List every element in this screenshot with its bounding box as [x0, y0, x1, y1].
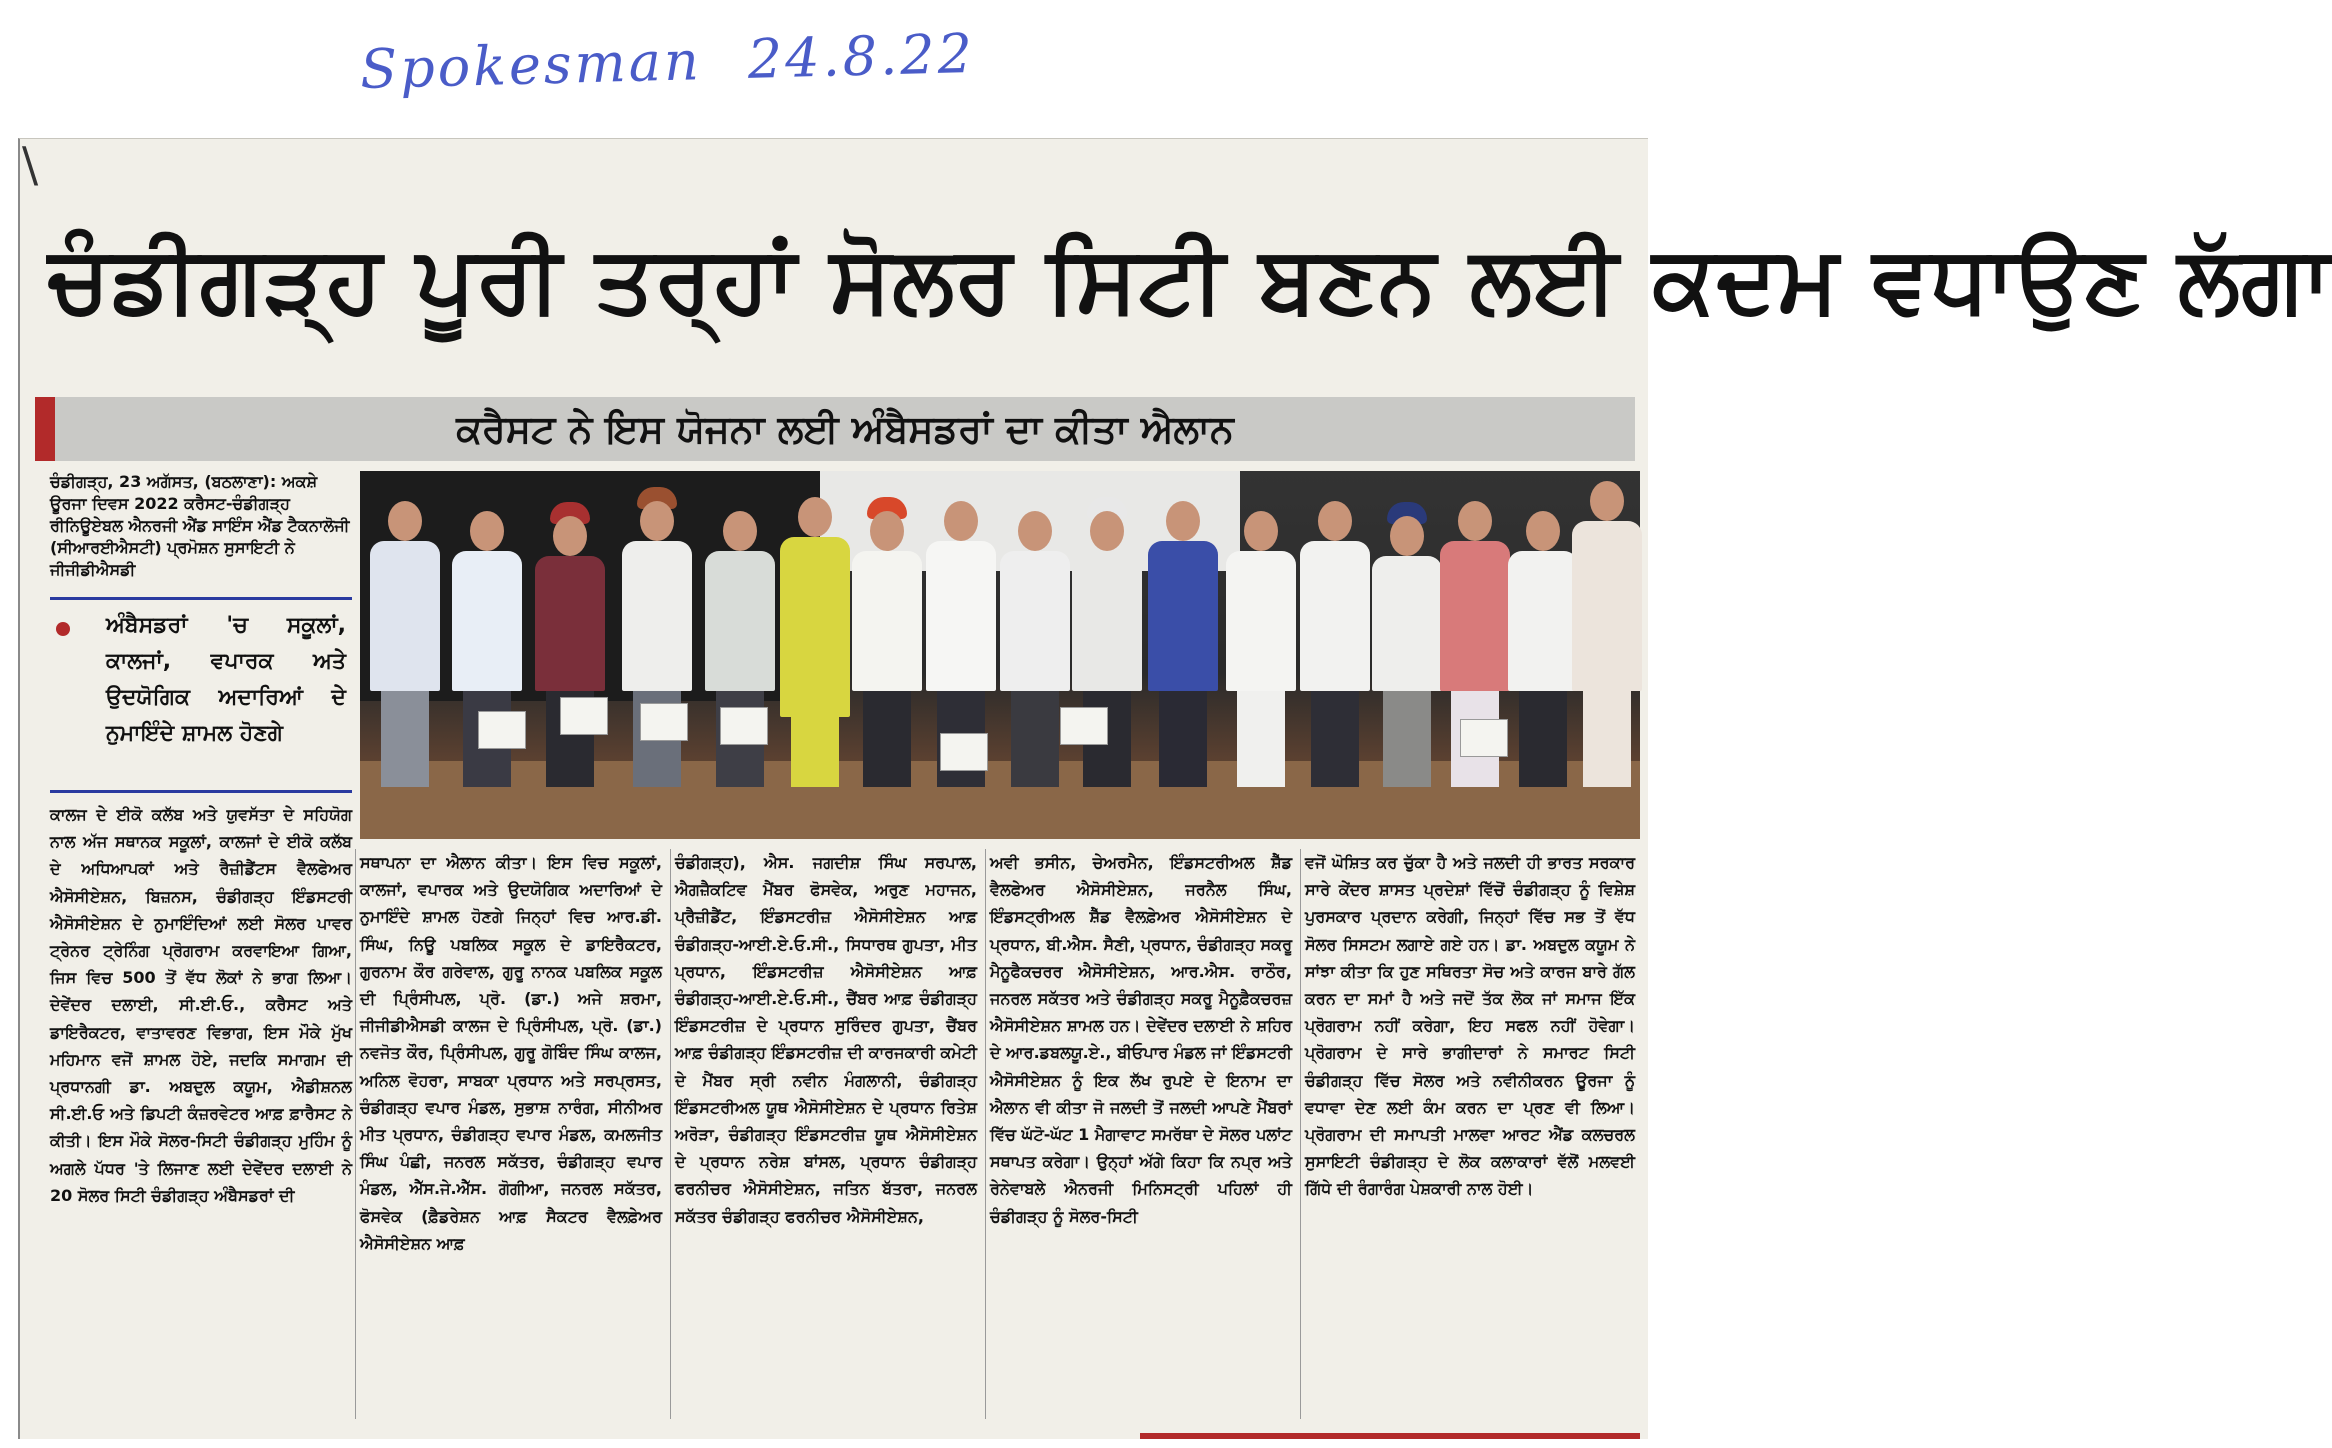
- certificate: [560, 697, 608, 735]
- column-divider: [985, 849, 986, 1419]
- newspaper-clipping: [18, 137, 2332, 1439]
- certificate: [1060, 707, 1108, 745]
- column-divider: [355, 849, 356, 1419]
- next-article-strip: [1140, 1433, 1640, 1439]
- column-divider: [1300, 849, 1301, 1419]
- person-figure: [705, 511, 775, 787]
- source-name: Spokesman: [359, 29, 703, 102]
- pull-quote-text: ਅੰਬੈਸਡਰਾਂ 'ਚ ਸਕੂਲਾਂ, ਕਾਲਜਾਂ, ਵਪਾਰਕ ਅਤੇ ਉਦਯੋਗਿਕ ਅਦਾਰਿਆਂ ਦੇ ਨੁਮਾਇੰਦੇ ਸ਼ਾਮਲ ਹੋਣਗੇ: [106, 613, 346, 746]
- person-figure: [1372, 502, 1442, 787]
- person-figure: [1508, 511, 1578, 787]
- certificate: [940, 733, 988, 771]
- dateline: ਚੰਡੀਗੜ੍ਹ, 23 ਅਗੱਸਤ, (ਬਠਲਾਣਾ):: [50, 472, 277, 491]
- person-figure: [1300, 501, 1370, 787]
- corner-mark: \: [22, 137, 39, 193]
- headline: ਚੰਡੀਗੜ੍ਹ ਪੂਰੀ ਤਰ੍ਹਾਂ ਸੋਲਰ ਸਿਟੀ ਬਣਨ ਲਈ ਕਦਮ ਵਧਾਉਣ ਲੱਗਾ: [48, 226, 2332, 333]
- subheadline: ਕਰੈਸਟ ਨੇ ਇਸ ਯੋਜਨਾ ਲਈ ਅੰਬੈਸਡਰਾਂ ਦਾ ਕੀਤਾ ਐਲਾਨ: [456, 407, 1234, 451]
- person-figure: [370, 501, 440, 787]
- certificate: [640, 703, 688, 741]
- article-column-5: ਵਜੋਂ ਘੋਸ਼ਿਤ ਕਰ ਚੁੱਕਾ ਹੈ ਅਤੇ ਜਲਦੀ ਹੀ ਭਾਰਤ ਸਰਕਾਰ ਸਾਰੇ ਕੇਂਦਰ ਸ਼ਾਸਤ ਪ੍ਰਦੇਸ਼ਾਂ ਵਿੱਚੋਂ ਚੰਡੀਗੜ੍ਹ ਨੂੰ ਵਿਸ਼ੇਸ਼ ਪੁਰਸਕਾਰ ਪ੍ਰਦਾਨ ਕਰੇਗੀ, ਜਿਨ੍ਹਾਂ ਵਿੱਚ ਸਭ ਤੋਂ ਵੱਧ ਸੋਲਰ ਸਿਸਟਮ ਲਗਾਏ ਗਏ ਹਨ। ਡਾ. ਅਬਦੁਲ ਕਯੂਮ ਨੇ ਸਾਂਝਾ ਕੀਤਾ ਕਿ ਹੁਣ ਸਥਿਰਤਾ ਸੋਚ ਅਤੇ ਕਾਰਜ ਬਾਰੇ ਗੱਲ ਕਰਨ ਦਾ ਸਮਾਂ ਹੈ ਅਤੇ ਜਦੋਂ ਤੱਕ ਲੋਕ ਜਾਂ ਸਮਾਜ ਇੱਕ ਪ੍ਰੋਗਰਾਮ ਨਹੀਂ ਕਰੇਗਾ, ਇਹ ਸਫਲ ਨਹੀਂ ਹੋਵੇਗਾ। ਪ੍ਰੋਗਰਾਮ ਦੇ ਸਾਰੇ ਭਾਗੀਦਾਰਾਂ ਨੇ ਸਮਾਰਟ ਸਿਟੀ ਚੰਡੀਗੜ੍ਹ ਵਿੱਚ ਸੋਲਰ ਅਤੇ ਨਵੀਨੀਕਰਨ ਊਰਜਾ ਨੂੰ ਵਧਾਵਾ ਦੇਣ ਲਈ ਕੰਮ ਕਰਨ ਦਾ ਪ੍ਰਣ ਵੀ ਲਿਆ। ਪ੍ਰੋਗਰਾਮ ਦੀ ਸਮਾਪਤੀ ਮਾਲਵਾ ਆਰਟ ਐਂਡ ਕਲਚਰਲ ਸੁਸਾਇਟੀ ਚੰਡੀਗੜ੍ਹ ਦੇ ਲੋਕ ਕਲਾਕਾਰਾਂ ਵੱਲੋਂ ਮਲਵਈ ਗਿੱਧੇ ਦੀ ਰੰਗਾਰੰਗ ਪੇਸ਼ਕਾਰੀ ਨਾਲ ਹੋਈ।: [1305, 853, 1635, 1199]
- article-column-3: ਚੰਡੀਗੜ੍ਹ), ਐਸ. ਜਗਦੀਸ਼ ਸਿੰਘ ਸਰਪਾਲ, ਐਗਜ਼ੈਕਟਿਵ ਮੈਂਬਰ ਫੋਸਵੇਕ, ਅਰੁਣ ਮਹਾਜਨ, ਪ੍ਰੈਜ਼ੀਡੈਂਟ, ਇੰਡਸਟਰੀਜ਼ ਐਸੋਸੀਏਸ਼ਨ ਆਫ਼ ਚੰਡੀਗੜ੍ਹ-ਆਈ.ਏ.ਓ.ਸੀ., ਸਿਧਾਰਥ ਗੁਪਤਾ, ਮੀਤ ਪ੍ਰਧਾਨ, ਇੰਡਸਟਰੀਜ਼ ਐਸੋਸੀਏਸ਼ਨ ਆਫ਼ ਚੰਡੀਗੜ੍ਹ-ਆਈ.ਏ.ਓ.ਸੀ., ਚੈਂਬਰ ਆਫ਼ ਚੰਡੀਗੜ੍ਹ ਇੰਡਸਟਰੀਜ਼ ਦੇ ਪ੍ਰਧਾਨ ਸੁਰਿੰਦਰ ਗੁਪਤਾ, ਚੈਂਬਰ ਆਫ਼ ਚੰਡੀਗੜ੍ਹ ਇੰਡਸਟਰੀਜ਼ ਦੀ ਕਾਰਜਕਾਰੀ ਕਮੇਟੀ ਦੇ ਮੈਂਬਰ ਸ੍ਰੀ ਨਵੀਨ ਮੰਗਲਾਨੀ, ਚੰਡੀਗੜ੍ਹ ਇੰਡਸਟਰੀਅਲ ਯੂਥ ਐਸੋਸੀਏਸ਼ਨ ਦੇ ਪ੍ਰਧਾਨ ਰਿਤੇਸ਼ ਅਰੋੜਾ, ਚੰਡੀਗੜ੍ਹ ਇੰਡਸਟਰੀਜ਼ ਯੂਥ ਐਸੋਸੀਏਸ਼ਨ ਦੇ ਪ੍ਰਧਾਨ ਨਰੇਸ਼ ਬਾਂਸਲ, ਪ੍ਰਧਾਨ ਚੰਡੀਗੜ੍ਹ ਫਰਨੀਚਰ ਐਸੋਸੀਏਸ਼ਨ, ਜਤਿਨ ਬੱਤਰਾ, ਜਨਰਲ ਸਕੱਤਰ ਚੰਡੀਗੜ੍ਹ ਫਰਨੀਚਰ ਐਸੋਸੀਏਸ਼ਨ,: [675, 853, 977, 1226]
- certificate: [1460, 719, 1508, 757]
- article-column-4: ਅਵੀ ਭਸੀਨ, ਚੇਅਰਮੈਨ, ਇੰਡਸਟਰੀਅਲ ਸ਼ੈੱਡ ਵੈਲਫੇਅਰ ਐਸੋਸੀਏਸ਼ਨ, ਜਰਨੈਲ ਸਿੰਘ, ਇੰਡਸਟ੍ਰੀਅਲ ਸ਼ੈੱਡ ਵੈਲਫ਼ੇਅਰ ਐਸੋਸੀਏਸ਼ਨ ਦੇ ਪ੍ਰਧਾਨ, ਬੀ.ਐਸ. ਸੈਣੀ, ਪ੍ਰਧਾਨ, ਚੰਡੀਗੜ੍ਹ ਸਕਰੂ ਮੈਨੂਫੈਕਚਰਰ ਐਸੋਸੀਏਸ਼ਨ, ਆਰ.ਐਸ. ਰਾਠੌਰ, ਜਨਰਲ ਸਕੱਤਰ ਅਤੇ ਚੰਡੀਗੜ੍ਹ ਸਕਰੂ ਮੈਨੂਫ਼ੈਕਚਰਜ਼ ਐਸੋਸੀਏਸ਼ਨ ਸ਼ਾਮਲ ਹਨ। ਦੇਵੇਂਦਰ ਦਲਾਈ ਨੇ ਸ਼ਹਿਰ ਦੇ ਆਰ.ਡਬਲਯੂ.ਏ., ਬੀਓਪਾਰ ਮੰਡਲ ਜਾਂ ਇੰਡਸਟਰੀ ਐਸੋਸੀਏਸ਼ਨ ਨੂੰ ਇਕ ਲੱਖ ਰੁਪਏ ਦੇ ਇਨਾਮ ਦਾ ਐਲਾਨ ਵੀ ਕੀਤਾ ਜੋ ਜਲਦੀ ਤੋਂ ਜਲਦੀ ਆਪਣੇ ਮੈਂਬਰਾਂ ਵਿੱਚ ਘੱਟੋ-ਘੱਟ 1 ਮੈਗਾਵਾਟ ਸਮਰੱਥਾ ਦੇ ਸੋਲਰ ਪਲਾਂਟ ਸਥਾਪਤ ਕਰੇਗਾ। ਉਨ੍ਹਾਂ ਅੱਗੇ ਕਿਹਾ ਕਿ ਨਪ੍ਰ ਅਤੇ ਰੇਨੇਵਾਬਲੇ ਐਨਰਜੀ ਮਿਨਿਸਟ੍ਰੀ ਪਹਿਲਾਂ ਹੀ ਚੰਡੀਗੜ੍ਹ ਨੂੰ ਸੋਲਰ-ਸਿਟੀ: [990, 853, 1292, 1226]
- pull-quote: [50, 597, 352, 793]
- bullet-icon: [56, 622, 70, 636]
- subheadline-bar: [35, 397, 1635, 461]
- person-figure: [1226, 511, 1296, 787]
- handwritten-source-date: [359, 22, 975, 101]
- person-figure: [622, 487, 692, 787]
- person-figure: [1000, 511, 1070, 787]
- article-column-1: ਕਾਲਜ ਦੇ ਈਕੋ ਕਲੱਬ ਅਤੇ ਯੁਵਸੱਤਾ ਦੇ ਸਹਿਯੋਗ ਨਾਲ ਅੱਜ ਸਥਾਨਕ ਸਕੂਲਾਂ, ਕਾਲਜਾਂ ਦੇ ਈਕੋ ਕਲੱਬ ਦੇ ਅਧਿਆਪਕਾਂ ਅਤੇ ਰੈਜ਼ੀਡੈਂਟਸ ਵੈਲਫੇਅਰ ਐਸੋਸੀਏਸ਼ਨ, ਬਿਜ਼ਨਸ, ਚੰਡੀਗੜ੍ਹ ਇੰਡਸਟਰੀ ਐਸੋਸੀਏਸ਼ਨ ਦੇ ਨੁਮਾਇੰਦਿਆਂ ਲਈ ਸੋਲਰ ਪਾਵਰ ਟ੍ਰੇਨਰ ਟ੍ਰੇਨਿੰਗ ਪ੍ਰੋਗਰਾਮ ਕਰਵਾਇਆ ਗਿਆ, ਜਿਸ ਵਿਚ 500 ਤੋਂ ਵੱਧ ਲੋਕਾਂ ਨੇ ਭਾਗ ਲਿਆ। ਦੇਵੇਂਦਰ ਦਲਾਈ, ਸੀ.ਈ.ਓ., ਕਰੈਸਟ ਅਤੇ ਡਾਇਰੈਕਟਰ, ਵਾਤਾਵਰਣ ਵਿਭਾਗ, ਇਸ ਮੌਕੇ ਮੁੱਖ ਮਹਿਮਾਨ ਵਜੋਂ ਸ਼ਾਮਲ ਹੋਏ, ਜਦਕਿ ਸਮਾਗਮ ਦੀ ਪ੍ਰਧਾਨਗੀ ਡਾ. ਅਬਦੁਲ ਕਯੂਮ, ਐਡੀਸ਼ਨਲ ਸੀ.ਈ.ਓ ਅਤੇ ਡਿਪਟੀ ਕੰਜ਼ਰਵੇਟਰ ਆਫ਼ ਫ਼ਾਰੈਸਟ ਨੇ ਕੀਤੀ। ਇਸ ਮੌਕੇ ਸੋਲਰ-ਸਿਟੀ ਚੰਡੀਗੜ੍ਹ ਮੁਹਿੰਮ ਨੂੰ ਅਗਲੇ ਪੱਧਰ 'ਤੇ ਲਿਜਾਣ ਲਈ ਦੇਵੇਂਦਰ ਦਲਾਈ ਨੇ 20 ਸੋਲਰ ਸਿਟੀ ਚੰਡੀਗੜ੍ਹ ਅੰਬੈਸਡਰਾਂ ਦੀ: [50, 805, 352, 1205]
- certificate: [478, 711, 526, 749]
- column-divider: [670, 849, 671, 1419]
- person-figure: [535, 502, 605, 787]
- lead-text: ਅਕਸ਼ੇ ਊਰਜਾ ਦਿਵਸ 2022 ਕਰੈਸਟ-ਚੰਡੀਗੜ੍ਹ ਰੀਨਿਊਏਬਲ ਐਨਰਜੀ ਐਂਡ ਸਾਇੰਸ ਐਂਡ ਟੈਕਨਾਲੋਜੀ (ਸੀਆਰਈਐਸਟੀ) ਪ੍ਰਮੋਸ਼ਨ ਸੁਸਾਇਟੀ ਨੇ ਜੀਜੀਡੀਐਸਡੀ: [50, 472, 350, 579]
- article-column-2: ਸਥਾਪਨਾ ਦਾ ਐਲਾਨ ਕੀਤਾ। ਇਸ ਵਿਚ ਸਕੂਲਾਂ, ਕਾਲਜਾਂ, ਵਪਾਰਕ ਅਤੇ ਉਦਯੋਗਿਕ ਅਦਾਰਿਆਂ ਦੇ ਨੁਮਾਇੰਦੇ ਸ਼ਾਮਲ ਹੋਣਗੇ ਜਿਨ੍ਹਾਂ ਵਿਚ ਆਰ.ਡੀ. ਸਿੰਘ, ਨਿਊ ਪਬਲਿਕ ਸਕੂਲ ਦੇ ਡਾਇਰੈਕਟਰ, ਗੁਰਨਾਮ ਕੌਰ ਗਰੇਵਾਲ, ਗੁਰੂ ਨਾਨਕ ਪਬਲਿਕ ਸਕੂਲ ਦੀ ਪ੍ਰਿੰਸੀਪਲ, ਪ੍ਰੋ. (ਡਾ.) ਅਜੇ ਸ਼ਰਮਾ, ਜੀਜੀਡੀਐਸਡੀ ਕਾਲਜ ਦੇ ਪ੍ਰਿੰਸੀਪਲ, ਪ੍ਰੋ. (ਡਾ.) ਨਵਜੋਤ ਕੌਰ, ਪ੍ਰਿੰਸੀਪਲ, ਗੁਰੂ ਗੋਬਿੰਦ ਸਿੰਘ ਕਾਲਜ, ਅਨਿਲ ਵੋਹਰਾ, ਸਾਬਕਾ ਪ੍ਰਧਾਨ ਅਤੇ ਸਰਪ੍ਰਸਤ, ਚੰਡੀਗੜ੍ਹ ਵਪਾਰ ਮੰਡਲ, ਸੁਭਾਸ਼ ਨਾਰੰਗ, ਸੀਨੀਅਰ ਮੀਤ ਪ੍ਰਧਾਨ, ਚੰਡੀਗੜ੍ਹ ਵਪਾਰ ਮੰਡਲ, ਕਮਲਜੀਤ ਸਿੰਘ ਪੰਛੀ, ਜਨਰਲ ਸਕੱਤਰ, ਚੰਡੀਗੜ੍ਹ ਵਪਾਰ ਮੰਡਲ, ਐੱਸ.ਜੇ.ਐੱਸ. ਗੋਗੀਆ, ਜਨਰਲ ਸਕੱਤਰ, ਫੋਸਵੇਕ (ਫ਼ੈਡਰੇਸ਼ਨ ਆਫ਼ ਸੈਕਟਰ ਵੈਲਫ਼ੇਅਰ ਐਸੋਸੀਏਸ਼ਨ ਆਫ਼: [360, 853, 662, 1253]
- person-figure: [1572, 481, 1642, 787]
- subheadline-accent: [35, 397, 55, 461]
- person-figure: [852, 497, 922, 787]
- source-date: 24.8.22: [746, 21, 976, 91]
- lead-paragraph: [50, 471, 352, 581]
- event-photo: [360, 471, 1640, 839]
- certificate: [720, 707, 768, 745]
- person-figure: [780, 497, 850, 787]
- person-figure: [1148, 501, 1218, 787]
